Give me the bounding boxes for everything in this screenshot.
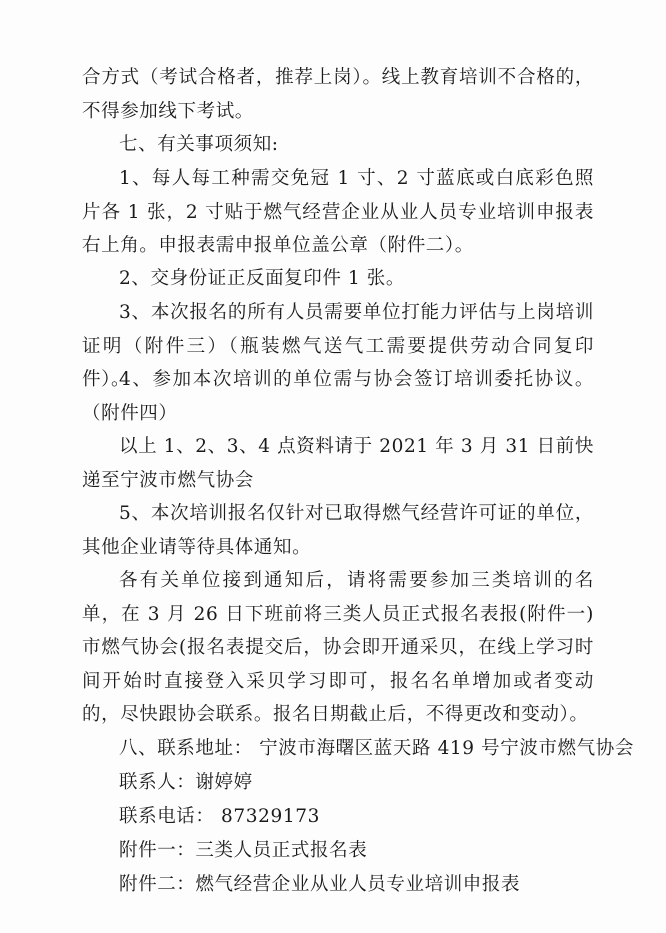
attachment-item-2: 附件二：燃气经营企业从业人员专业培训申报表 xyxy=(119,874,521,895)
notice-item-scope: 5、本次培训报名仅针对已取得燃气经营许可证的单位，其他企业请等待具体通知。 xyxy=(82,503,594,558)
paragraph-delivery-deadline: 以上 1、2、3、4 点资料请于 2021 年 3 月 31 日前快递至宁波市燃气协会 xyxy=(82,436,594,491)
attachment-item-1: 附件一：三类人员正式报名表 xyxy=(119,840,368,861)
section-heading-contact-address: 八、联系地址： 宁波市海曙区蓝天路 419 号宁波市燃气协会 xyxy=(119,738,634,759)
contact-phone: 联系电话： 87329173 xyxy=(119,806,320,827)
notice-item-photos: 1、每人每工种需交免冠 1 寸、2 寸蓝底或白底彩色照片各 1 张，2 寸贴于燃气经营企业从业人员专业培训申报表右上角。申报表需申报单位盖公章（附件二）。 xyxy=(82,168,594,257)
section-heading-notices: 七、有关事项须知: xyxy=(119,134,279,155)
notice-item-agreement: 4、参加本次培训的单位需与协会签订培训委托协议。（附件四） xyxy=(82,369,594,424)
paragraph-exam-method: 合方式（考试合格者，推荐上岗）。线上教育培训不合格的，不得参加线下考试。 xyxy=(82,67,594,122)
paragraph-registration: 各有关单位接到通知后，请将需要参加三类培训的名单，在 3 月 26 日下班前将三类人员正式报名表报(附件一)市燃气协会(报名表提交后，协会即开通采贝，在线上学习时间开始时直接登入采贝学习即可，报名名单增加或者变动的，尽快跟协会联系。报名日期截止后，不得更改和变动）。 xyxy=(82,570,594,726)
notice-item-id-copy: 2、交身份证正反面复印件 1 张。 xyxy=(119,268,406,289)
notice-item-certificate: 3、本次报名的所有人员需要单位打能力评估与上岗培训证明（附件三）（瓶装燃气送气工需要提供劳动合同复印件）。 xyxy=(82,302,594,391)
contact-person: 联系人：谢婷婷 xyxy=(119,772,253,793)
